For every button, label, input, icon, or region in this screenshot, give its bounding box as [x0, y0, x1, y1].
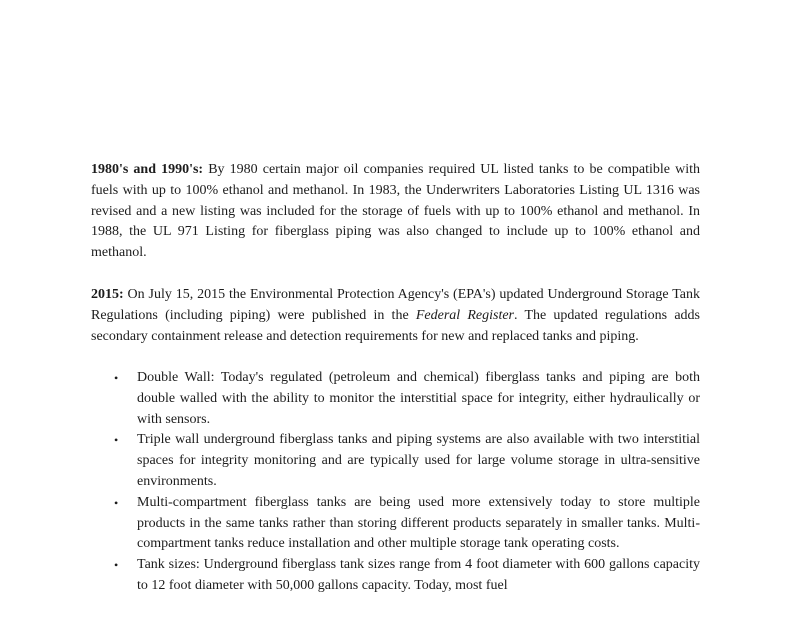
list-item-text: Double Wall: Today's regulated (petroleum and chemical) fiberglass tanks and piping are both double walled with the ability to monitor the interstitial space for integrity, either hydraulically or with sensors.: [137, 370, 700, 427]
bullet-icon: •: [114, 433, 119, 448]
list-item-text: Triple wall underground fiberglass tanks and piping systems are also available with two interstitial spaces for integrity monitoring and are typically used for large volume storage in ultra-sensitive environments.: [137, 432, 700, 489]
list-item: [91, 430, 700, 492]
list-item-text: Tank sizes: Underground fiberglass tank sizes range from 4 foot diameter with 600 gallons capacity to 12 foot diameter with 50,000 gallons capacity. Today, most fuel: [137, 557, 700, 593]
list-item: [91, 368, 700, 430]
bullet-icon: •: [114, 371, 119, 385]
federal-register-title: Federal Register: [415, 307, 515, 323]
paragraph-text: By 1980 certain major oil companies required UL listed tanks to be compatible with fuels with up to 100% ethanol and methanol. In 1983, the Underwriters Laboratories Listing UL 1316 was revised and a new listing was included for the storage of fuels with up to 100% ethanol and methanol. In 1988, the UL 971 Listing for fiberglass piping was also changed to include up to 100% ethanol and methanol.: [91, 162, 700, 261]
paragraph-text: On July 15, 2015 the Environmental Protection Agency's (EPA's) updated Underground Storage Tank Regulations (including piping) were published in the: [91, 287, 700, 323]
paragraph-1980s-1990s: [91, 160, 700, 264]
bullet-icon: •: [114, 558, 119, 573]
paragraph-heading: 2015:: [91, 287, 124, 302]
list-item-text: Multi-compartment fiberglass tanks are being used more extensively today to store multiple products in the same tanks rather than storing different products separately in smaller tanks. Multi-compartment tanks reduce installation and other multiple storage tank operating costs.: [137, 494, 700, 552]
list-item: [91, 493, 700, 555]
paragraph-heading: 1980's and 1990's:: [91, 162, 204, 177]
bullet-icon: •: [114, 495, 119, 510]
paragraph-text-end: . The updated regulations adds secondary containment release and detection requirements for new and replaced tanks and piping.: [91, 307, 700, 344]
list-item: [91, 555, 700, 597]
paragraph-2015: [91, 285, 700, 347]
requirements-bullet-list: [91, 368, 700, 597]
